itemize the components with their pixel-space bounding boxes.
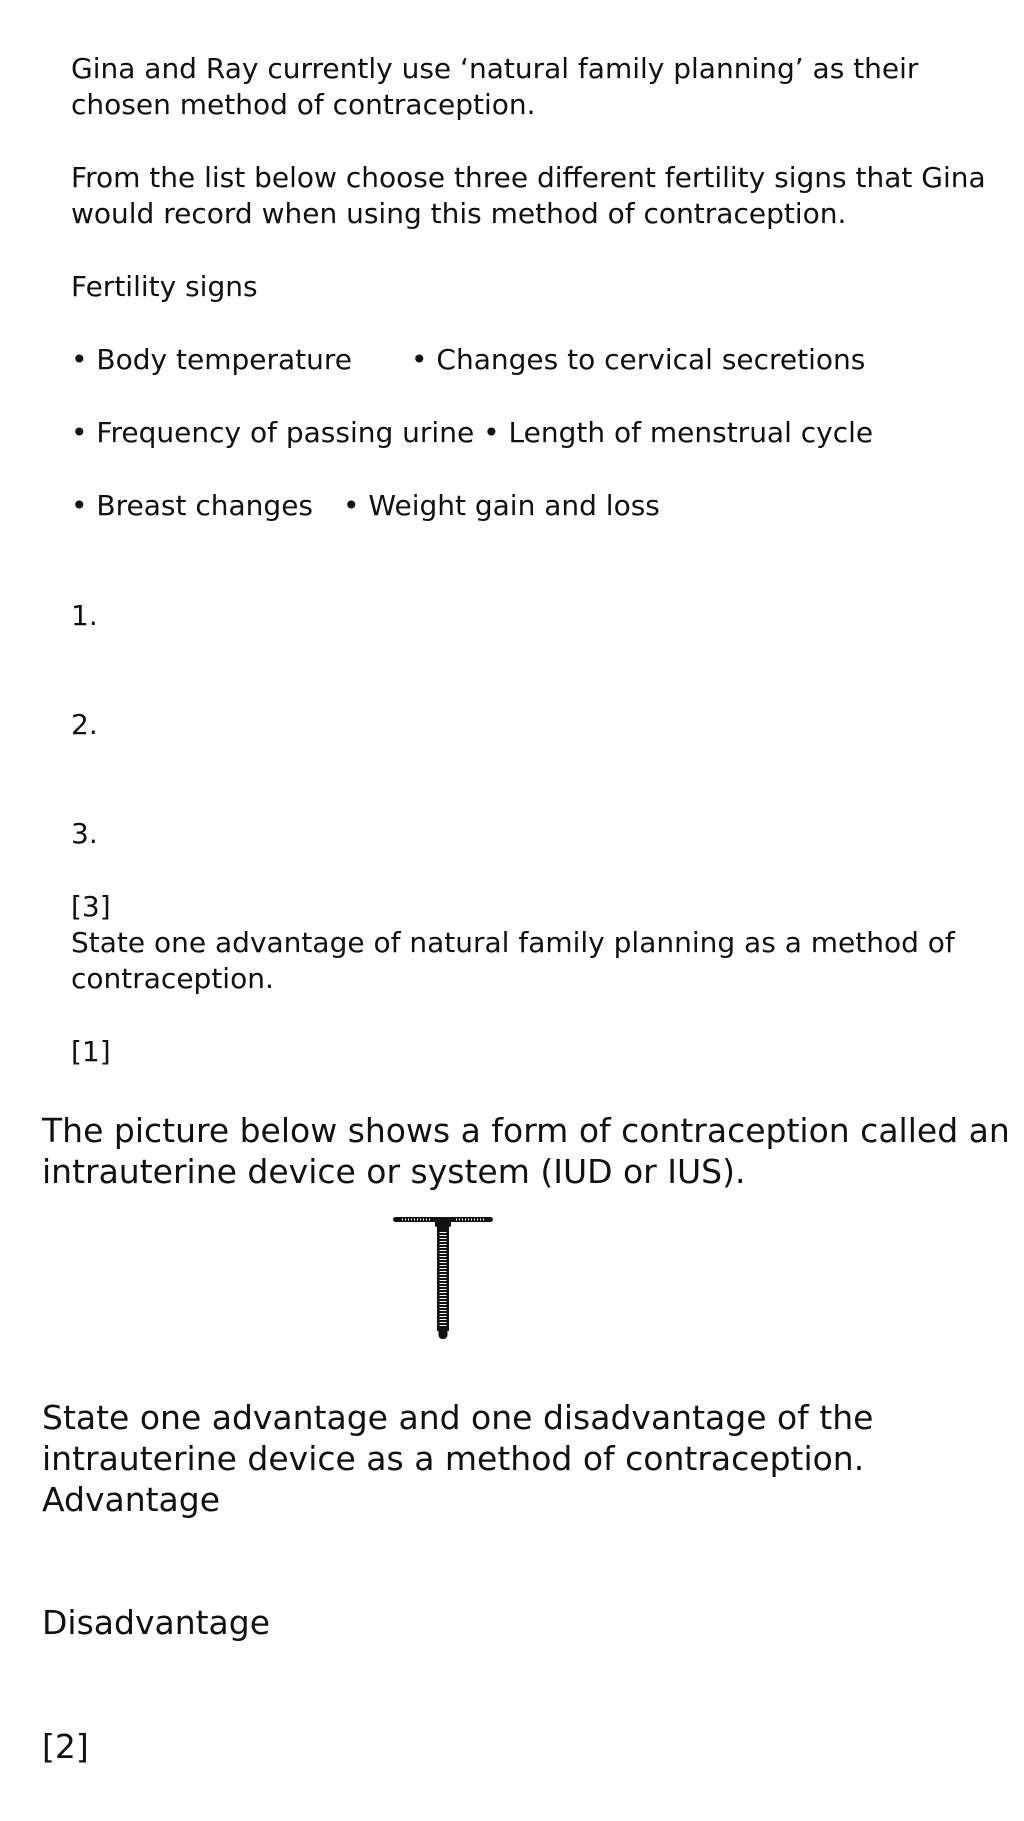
fertility-sign-item: • Changes to cervical secretions (411, 343, 866, 376)
instruction-line-1: From the list below choose three different fertility signs that Gina (71, 161, 986, 194)
iud-question-line-1: State one advantage and one disadvantage of the (42, 1398, 874, 1437)
marks-label-3: [3] (71, 890, 111, 923)
answer-number-2: 2. (71, 708, 98, 741)
question2-line-2: contraception. (71, 962, 274, 995)
fertility-signs-row-3 (71, 488, 660, 524)
fertility-sign-item: • Breast changes (71, 489, 314, 522)
fertility-signs-row-2 (71, 415, 873, 451)
iud-t-shape-icon (392, 1213, 494, 1343)
marks-label-2: [2] (42, 1727, 89, 1766)
disadvantage-label: Disadvantage (42, 1603, 271, 1642)
fertility-sign-item: • Length of menstrual cycle (483, 416, 874, 449)
marks-label-1: [1] (71, 1035, 111, 1068)
advantage-label: Advantage (42, 1480, 221, 1519)
fertility-sign-item: • Frequency of passing urine (71, 416, 475, 449)
fertility-sign-item: • Body temperature (71, 343, 352, 376)
answer-number-3: 3. (71, 817, 98, 850)
question-intro-line-2: chosen method of contraception. (71, 88, 536, 121)
iud-intro-line-1: The picture below shows a form of contraception called an (42, 1111, 1010, 1150)
instruction-line-2: would record when using this method of contraception. (71, 197, 847, 230)
question-intro-line-1: Gina and Ray currently use ‘natural family planning’ as their (71, 52, 919, 85)
iud-question-line-2: intrauterine device as a method of contraception. (42, 1439, 865, 1478)
question2-line-1: State one advantage of natural family planning as a method of (71, 926, 955, 959)
fertility-sign-item: • Weight gain and loss (343, 489, 660, 522)
fertility-signs-heading: Fertility signs (71, 270, 258, 303)
answer-number-1: 1. (71, 599, 98, 632)
iud-intro-line-2: intrauterine device or system (IUD or IUS). (42, 1152, 746, 1191)
fertility-signs-row-1 (71, 342, 865, 378)
